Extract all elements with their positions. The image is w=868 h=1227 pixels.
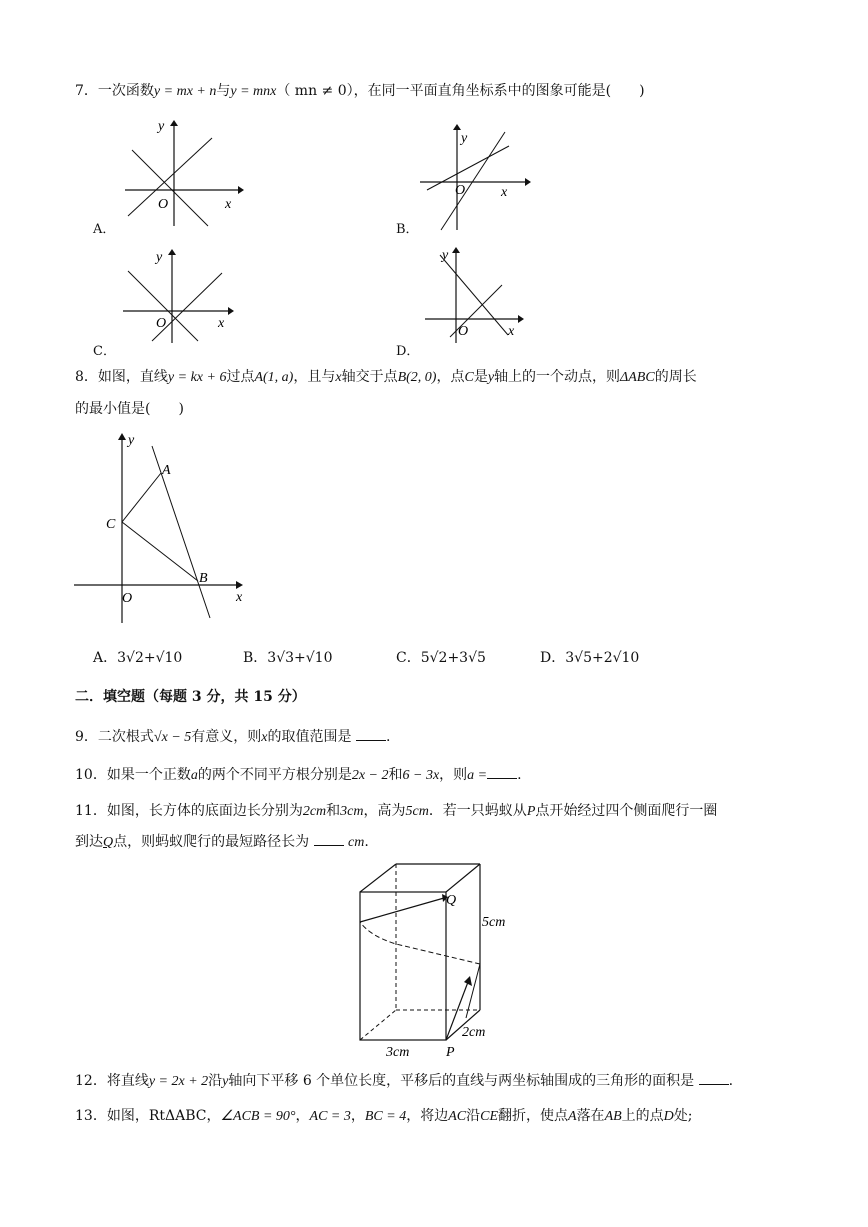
q13-j: 处; [673, 1108, 693, 1124]
q10-e2: 6 − 3x [402, 768, 440, 783]
q10-end: . [517, 767, 522, 783]
q7d-x: x [508, 324, 515, 339]
q8-y-label: y [128, 433, 135, 448]
q13-a: 13．如图， [75, 1108, 149, 1124]
q13-bc: BC = 4 [364, 1109, 407, 1124]
q13-ce: CE [480, 1109, 498, 1124]
q11-rest2: 点开始经过四个侧面爬行一圈 [535, 803, 718, 819]
q8-d-value: 3√5+2√10 [565, 650, 640, 666]
q11-v3: 5cm [405, 804, 429, 819]
q7-graph-c [118, 245, 243, 345]
q8-c-value: 5√2+3√5 [420, 650, 486, 666]
q8-a-label-text: A． [93, 650, 118, 666]
q7c-o: O [156, 316, 167, 331]
q8-b-label-text: B． [243, 650, 268, 666]
q11-2cm-label: 2cm [462, 1025, 486, 1040]
q7b-o: O [455, 183, 466, 198]
q8-b-value: 3√3+√10 [267, 650, 333, 666]
q9-blank[interactable] [356, 728, 386, 741]
q7-cond: （ mn ≠ 0） [276, 83, 354, 99]
q7b-x: x [501, 185, 508, 200]
q7a-x: x [225, 197, 232, 212]
q8-stem-line1 [75, 367, 697, 388]
q13-c: ， [295, 1108, 310, 1124]
q8-text-h: 的周长 [654, 369, 697, 385]
q11-b: 到达 [75, 834, 103, 850]
q7-text-b: ，在同一平面直角坐标系中的图象可能是( ) [353, 83, 645, 99]
q11-q: Q [103, 835, 114, 850]
q12-expr: y = 2x + 2 [148, 1074, 209, 1089]
q8-figure [68, 428, 253, 628]
q8-option-c [396, 648, 486, 668]
q7-option-c: C． [93, 344, 116, 359]
q7-stem [75, 81, 645, 102]
q8-text-g: 轴上的一个动点，则 [494, 369, 621, 385]
q11-unit: cm [348, 835, 365, 850]
q7c-y: y [156, 250, 163, 265]
q11-3cm-label: 3cm [386, 1045, 410, 1060]
q7-graph-b [415, 118, 540, 233]
q12-end: . [728, 1073, 734, 1089]
q7-text: 7．一次函数 [75, 83, 154, 99]
q8-option-b [243, 648, 333, 668]
q7-expr2: y = mnx [230, 84, 277, 99]
q11-q-label: Q [446, 893, 457, 908]
q11-rest: ．若一只蚂蚁从 [428, 803, 527, 819]
q10-d: ，则 [439, 767, 468, 783]
q11-line1 [75, 801, 717, 822]
q9-expr: √x − 5 [153, 730, 192, 745]
q8-stem-line2: 的最小值是( ) [75, 401, 184, 417]
q9-x: x [261, 730, 268, 745]
q11-blank[interactable] [314, 833, 344, 846]
q8-b-label: B [199, 571, 208, 586]
q7-option-d: D． [396, 344, 420, 359]
q8-text-b: 过点 [226, 369, 255, 385]
q7c-x: x [218, 316, 225, 331]
q7-graph-a [120, 118, 245, 230]
q13-e: ，将边 [406, 1108, 449, 1124]
q10-c: 和 [388, 767, 403, 783]
q8-option-d [540, 648, 639, 668]
q13-ac: AC = 3 [309, 1109, 351, 1124]
q12-b: 沿 [208, 1073, 223, 1089]
q11-line2 [75, 832, 369, 853]
q8-a-value: 3√2+√10 [117, 650, 183, 666]
q12-c: 轴向下平移 6 个单位长度，平移后的直线与两坐标轴围成的三角形的面积是 [228, 1073, 695, 1089]
q8-c-label-text: C． [396, 650, 421, 666]
q8-text-a: 8．如图，直线 [75, 369, 168, 385]
q7-option-b: B． [396, 222, 419, 237]
q9-a: 9．二次根式 [75, 729, 154, 745]
q8-o-label: O [122, 591, 133, 606]
q7d-y: y [442, 248, 449, 263]
q8-y: y [487, 370, 495, 385]
q7-mid: 与 [216, 83, 231, 99]
q10 [75, 765, 522, 786]
q8-expr: y = kx + 6 [167, 370, 227, 385]
q7a-y: y [158, 119, 165, 134]
section-heading: 二．填空题（每题 3 分，共 15 分） [75, 689, 306, 705]
q13-g: 翻折，使点 [498, 1108, 568, 1124]
q11-p-label: P [446, 1045, 455, 1060]
q13-i: 上的点 [621, 1108, 664, 1124]
q13-ab: AB [604, 1109, 622, 1124]
q13-ac2: AC [448, 1109, 467, 1124]
q11-v1: 2cm [302, 804, 327, 819]
q13-pa: A [568, 1109, 577, 1124]
q11-h: ，高为 [363, 803, 406, 819]
q8-point-c: C [464, 370, 474, 385]
q10-e1: 2x − 2 [351, 768, 389, 783]
q13-b: ， [206, 1108, 221, 1124]
q13-d: ， [350, 1108, 365, 1124]
q11-p: P [526, 804, 536, 819]
q11-v2: 3cm [340, 804, 364, 819]
q12-a: 12．将直线 [75, 1073, 149, 1089]
q8-x: x [335, 370, 342, 385]
q8-text-e: ，点 [436, 369, 465, 385]
q8-text-f: 是 [473, 369, 488, 385]
q9-end: . [385, 729, 391, 745]
q11-a: 11．如图，长方体的底面边长分别为 [75, 803, 303, 819]
q11-and: 和 [326, 803, 341, 819]
q13 [75, 1106, 693, 1127]
q9 [75, 727, 390, 748]
q10-var: a [190, 768, 198, 783]
q8-point-a: A(1, a) [254, 370, 294, 385]
q8-a-label: A [162, 463, 171, 478]
q11-5cm-label: 5cm [482, 915, 506, 930]
q10-a: 10．如果一个正数 [75, 767, 191, 783]
q7b-y: y [461, 131, 468, 146]
q7-option-a: A． [93, 222, 116, 237]
q11-end: . [364, 834, 369, 850]
q12-y: y [222, 1074, 229, 1089]
q7-graph-d [420, 245, 545, 345]
q8-x-label: x [236, 590, 243, 605]
q9-b: 有意义，则 [191, 729, 262, 745]
q11-box-figure [350, 858, 530, 1063]
q10-blank[interactable] [487, 766, 517, 779]
q7-expr1: y = mx + n [153, 84, 217, 99]
q8-text-d: 轴交于点 [341, 369, 398, 385]
q13-pd: D [663, 1109, 674, 1124]
q13-tri: RtΔABC [148, 1108, 207, 1124]
q13-f: 沿 [466, 1108, 481, 1124]
q12-blank[interactable] [699, 1072, 729, 1085]
q8-tri: ΔABC [620, 370, 655, 385]
q8-point-b: B(2, 0) [397, 370, 437, 385]
q8-d-label-text: D． [540, 650, 566, 666]
q7d-o: O [458, 324, 469, 339]
q7a-o: O [158, 197, 169, 212]
q10-e3: a = [467, 768, 488, 783]
q10-b: 的两个不同平方根分别是 [197, 767, 352, 783]
q9-c: 的取值范围是 [267, 729, 352, 745]
q12 [75, 1071, 733, 1092]
q11-c: 点，则蚂蚁爬行的最短路径长为 [113, 834, 310, 850]
q8-c-label: C [106, 517, 116, 532]
q13-ang: ∠ACB = 90° [220, 1109, 296, 1124]
q8-option-a [93, 648, 182, 668]
q13-h: 落在 [576, 1108, 605, 1124]
q8-text-c: ，且与 [293, 369, 336, 385]
